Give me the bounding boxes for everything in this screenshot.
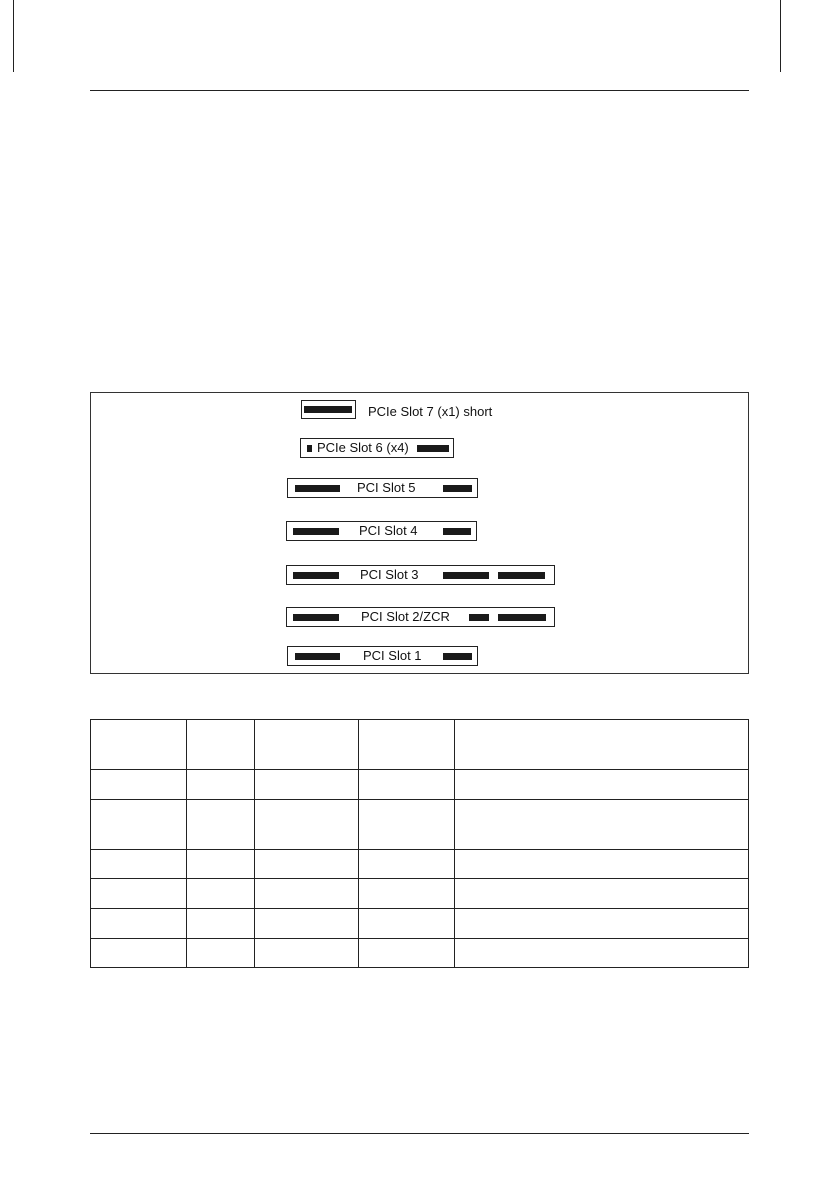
- slot-6-connector: [300, 438, 454, 458]
- slot-3-connector: [286, 565, 555, 585]
- table-row: [91, 939, 749, 968]
- slot-5-bar-left: [295, 485, 340, 492]
- table-row: [91, 879, 749, 909]
- slot-2-connector: [286, 607, 555, 627]
- slot-5-label: PCI Slot 5: [357, 480, 416, 495]
- slot-7-label: PCIe Slot 7 (x1) short: [368, 404, 493, 419]
- slot-4-label: PCI Slot 4: [359, 523, 418, 538]
- slot-4-bar-right: [443, 528, 471, 535]
- slot-7-connector: [301, 400, 356, 419]
- slot-4-bar-left: [293, 528, 339, 535]
- table-row: [91, 850, 749, 879]
- slot-2-bar-left: [293, 614, 339, 621]
- slot-2-bar-mid: [469, 614, 489, 621]
- slot-5-connector: [287, 478, 478, 498]
- slot-7-bar: [304, 406, 352, 413]
- header-rule: [90, 90, 749, 91]
- table-row: [91, 909, 749, 939]
- slot-6-label: PCIe Slot 6 (x4): [317, 440, 409, 455]
- slot-2-label: PCI Slot 2/ZCR: [361, 609, 450, 624]
- slot-2-bar-right: [498, 614, 546, 621]
- slot-1-bar-left: [295, 653, 340, 660]
- crop-mark-top-left: [0, 0, 14, 72]
- slot-3-label: PCI Slot 3: [360, 567, 419, 582]
- slot-1-label: PCI Slot 1: [363, 648, 422, 663]
- slot-3-bar-mid: [443, 572, 489, 579]
- slot-1-connector: [287, 646, 478, 666]
- slot-3-bar-left: [293, 572, 339, 579]
- slot-4-connector: [286, 521, 477, 541]
- table-header-row: [91, 720, 749, 770]
- slot-table: [90, 719, 749, 968]
- slot-5-bar-right: [443, 485, 472, 492]
- footer-rule: [90, 1133, 749, 1134]
- table-row: [91, 770, 749, 800]
- slot-diagram: [90, 392, 749, 674]
- slot-6-bar: [417, 445, 449, 452]
- slot-3-bar-right: [498, 572, 545, 579]
- slot-6-bar-short: [307, 445, 312, 452]
- crop-mark-top-right: [780, 0, 781, 72]
- slot-1-bar-right: [443, 653, 472, 660]
- table-row: [91, 800, 749, 850]
